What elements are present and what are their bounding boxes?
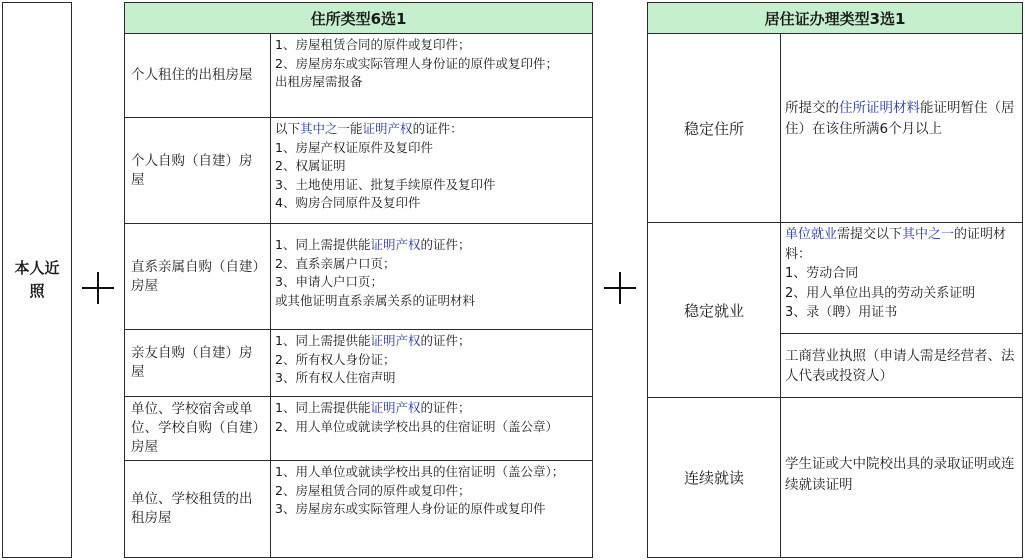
detail-line: 3、所有权人住宿声明	[275, 370, 396, 385]
detail-line: 2、所有权人身份证；	[275, 351, 396, 367]
residence-type-details	[270, 329, 593, 397]
photo-cell	[2, 2, 72, 558]
detail-line: 3、录（聘）用证书	[785, 305, 898, 320]
residence-type-details	[270, 396, 593, 461]
residence-type-details	[270, 117, 593, 224]
detail-intro: 单位就业需提交以下其中之一的证明材料：	[785, 227, 1007, 262]
plus-icon	[604, 272, 636, 304]
residence-type-details	[270, 460, 593, 558]
residence-header: 住所类型6选1	[124, 2, 593, 34]
residence-type-label: 单位、学校租赁的出租房屋	[124, 460, 271, 558]
residence-type-label: 单位、学校宿舍或单位、学校自购（自建）房屋	[124, 396, 271, 461]
detail-line: 出租房屋需报备	[275, 74, 363, 89]
detail-intro: 以下其中之一能证明产权的证件：	[275, 121, 463, 136]
detail-line: 2、直系亲属户口页；	[275, 255, 396, 271]
permit-type-details	[780, 397, 1023, 558]
detail-line: 2、用人单位出具的劳动关系证明	[785, 285, 976, 301]
plus-icon	[82, 272, 114, 304]
detail-line: 1、房屋租赁合同的原件或复印件；	[275, 37, 471, 52]
residence-type-label: 个人自购（自建）房屋	[124, 117, 271, 224]
permit-type-details	[780, 333, 1023, 398]
detail-line: 1、房屋产权证原件及复印件	[275, 139, 433, 155]
residence-type-details	[270, 33, 593, 118]
detail-line: 1、劳动合同	[785, 266, 859, 281]
detail-line: 3、房屋房东或实际管理人身份证的原件或复印件	[275, 501, 546, 516]
study-proof-text: 学生证或大中院校出具的录取证明或连续就读证明	[785, 455, 1015, 493]
detail-line: 3、土地使用证、批复手续原件及复印件	[275, 176, 496, 192]
detail-line: 2、房屋租赁合同的原件或复印件；	[275, 482, 471, 498]
detail-line: 或其他证明直系亲属关系的证明材料	[275, 292, 476, 308]
detail-line: 4、购房合同原件及复印件	[275, 195, 421, 210]
residence-type-details	[270, 223, 593, 330]
permit-header: 居住证办理类型3选1	[647, 2, 1023, 34]
detail-line: 1、同上需提供能证明产权的证件；	[275, 400, 471, 415]
detail-line: 3、申请人户口页；	[275, 274, 383, 289]
detail-line: 2、用人单位或就读学校出具的住宿证明（盖公章）	[275, 418, 558, 434]
business-license-text: 工商营业执照（申请人需是经营者、法人代表或投资人）	[785, 347, 1015, 384]
photo-label: 本人近照	[14, 259, 60, 300]
permit-type-details	[780, 222, 1023, 334]
detail-line: 2、房屋房东或实际管理人身份证的原件或复印件；	[275, 55, 558, 71]
permit-type-label: 连续就读	[647, 397, 781, 558]
permit-type-label: 稳定就业	[647, 222, 781, 398]
residence-type-label: 直系亲属自购（自建）房屋	[124, 223, 271, 330]
residence-type-label: 亲友自购（自建）房屋	[124, 329, 271, 397]
residence-type-label: 个人租住的出租房屋	[124, 33, 271, 118]
detail-line: 1、同上需提供能证明产权的证件；	[275, 237, 471, 252]
detail-line: 1、同上需提供能证明产权的证件；	[275, 333, 471, 348]
detail-line: 2、权属证明	[275, 158, 346, 173]
permit-type-details: 所提交的住所证明材料能证明暂住（居住）在该住所满6个月以上	[780, 33, 1023, 223]
permit-type-label: 稳定住所	[647, 33, 781, 223]
detail-line: 1、用人单位或就读学校出具的住宿证明（盖公章）；	[275, 464, 565, 479]
